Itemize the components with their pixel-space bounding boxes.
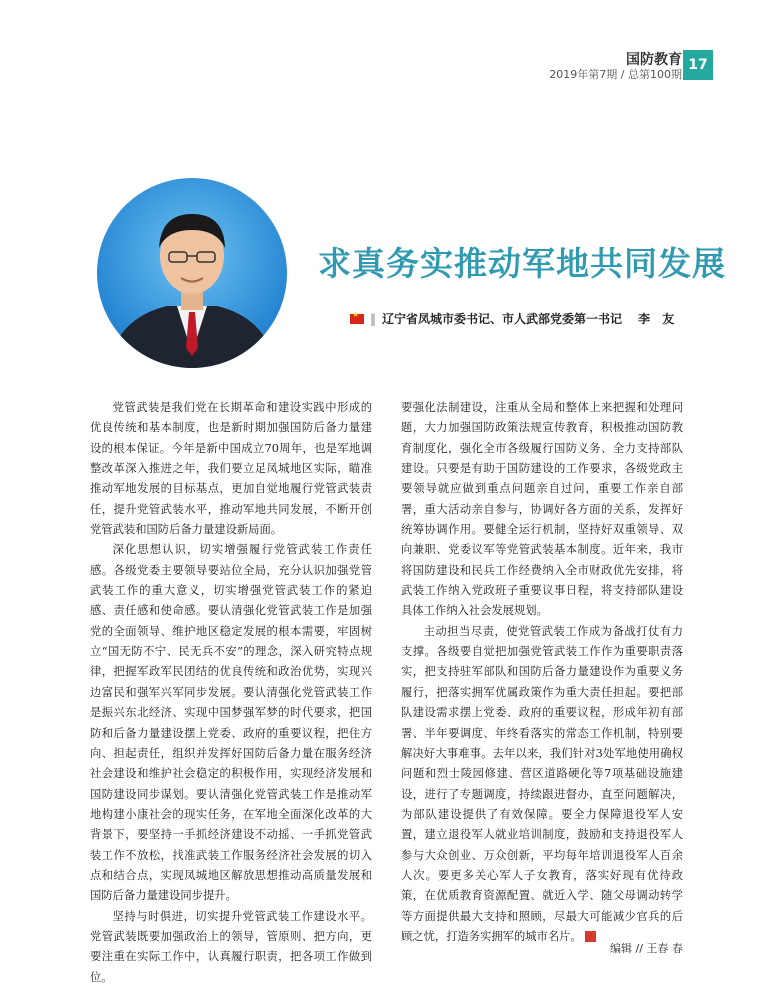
paragraph: 要强化法制建设，注重从全局和整体上来把握和处理问题，大力加强国防政策法规宣传教育，积极推动国防教育制度化，强化全市各级履行国防义务、全力支持部队建设。只要是有助于国防建设的工作要求，各级党政主要领导就应做到重点问题亲自过问，重要工作亲自部署，重大活动亲自参与，协调好各方面的关系，发挥好统筹协调作用。要健全运行机制，坚持好双重领导、双向兼职、党委议军等党管武装基本制度。近年来，我市将国防建设和民兵工作经费纳入全市财政优先安排，将武装工作纳入党政班子重要议事日程，将支持部队建设具体工作纳入社会发展规划。 [401, 401, 683, 618]
left-column [90, 398, 372, 988]
flag-icon [350, 314, 364, 324]
divider-bars: ‖ [370, 311, 376, 326]
article-title: 求真务实推动军地共同发展 [318, 244, 726, 283]
author-byline [350, 310, 710, 327]
paragraph [401, 622, 683, 948]
editor-credit: 编辑 // 王春 春 [610, 942, 683, 955]
magazine-header [549, 52, 682, 82]
magazine-name: 国防教育 [626, 52, 682, 68]
paragraph: 党管武装是我们党在长期革命和建设实践中形成的优良传统和基本制度，也是新时期加强国防后备力量建设的根本保证。今年是新中国成立70周年，也是军地调整改革深入推进之年，我们要立足凤城地区实际，瞄准推动军地发展的目标基点，更加自觉地履行党管武装责任，提升党管武装水平，推动军地共同发展，不断开创党管武装和国防后备力量建设新局面。 [90, 401, 372, 537]
paragraph: 深化思想认识，切实增强履行党管武装工作责任感。各级党委主要领导要站位全局，充分认识加强党管武装工作的重大意义，切实增强党管武装工作的紧迫感、责任感和使命感。要认清强化党管武装工作是加强党的全面领导、维护地区稳定发展的根本需要，牢固树立“国无防不宁、民无兵不安”的理念，深入研究特点规律，把握军政军民团结的优良传统和政治优势，实现兴边富民和强军兴军同步发展。要认清强化党管武装工作是振兴东北经济、实现中国梦强军梦的时代要求，把国防和后备力量建设摆上党委、政府的重要议程，把住方向、担起责任，组织并发挥好国防后备力量在服务经济社会建设和维护社会稳定的积极作用，实现经济发展和国防建设同步谋划。要认清强化党管武装工作是推动军地构建小康社会的现实任务，在军地全面深化改革的大背景下，要坚持一手抓经济建设不动摇、一手抓党管武装工作不放松，找准武装工作服务经济社会发展的切入点和结合点，实现凤城地区解放思想推动高质量发展和国防后备力量建设同步提升。 [90, 543, 372, 903]
author-name: 李 友 [638, 312, 679, 326]
author-portrait [97, 178, 287, 368]
right-column [401, 398, 683, 947]
paragraph: 坚持与时俱进，切实提升党管武装工作建设水平。党管武装既要加强政治上的领导，管原则、把方向，更要注重在实际工作中，认真履行职责，把各项工作做到位。 [90, 909, 372, 984]
portrait-image [97, 178, 287, 368]
author-role: 辽宁省凤城市委书记、市人武部党委第一书记 [382, 312, 623, 326]
page-number: 17 [683, 50, 713, 80]
end-mark-icon: G [585, 931, 596, 942]
issue-info: 2019年第7期 / 总第100期 [549, 68, 682, 81]
paragraph-text: 主动担当尽责，使党管武装工作成为备战打仗有力支撑。各级要自觉把加强党管武装工作作为重要职责落实，把支持驻军部队和国防后备力量建设作为重要义务履行，把落实拥军优属政策作为重大责任担起。要把部队建设需求摆上党委、政府的重要议程，形成年初有部署、半年要调度、年终看落实的常态工作机制，特别要解决好大事难事。去年以来，我们针对3处军地使用确权问题和烈士陵园修建、营区道路硬化等7项基础设施建设，进行了专题调度，持续跟进督办，直至问题解决，为部队建设提供了有效保障。要全力保障退役军人安置，建立退役军人就业培训制度，鼓励和支持退役军人参与大众创业、万众创新，平均每年培训退役军人百余人次。要更多关心军人子女教育，落实好现有优待政策，在优质教育资源配置、就近入学、随父母调动转学等方面提供最大支持和照顾，尽最大可能减少官兵的后顾之忧，打造务实拥军的城市名片。 [401, 624, 683, 943]
